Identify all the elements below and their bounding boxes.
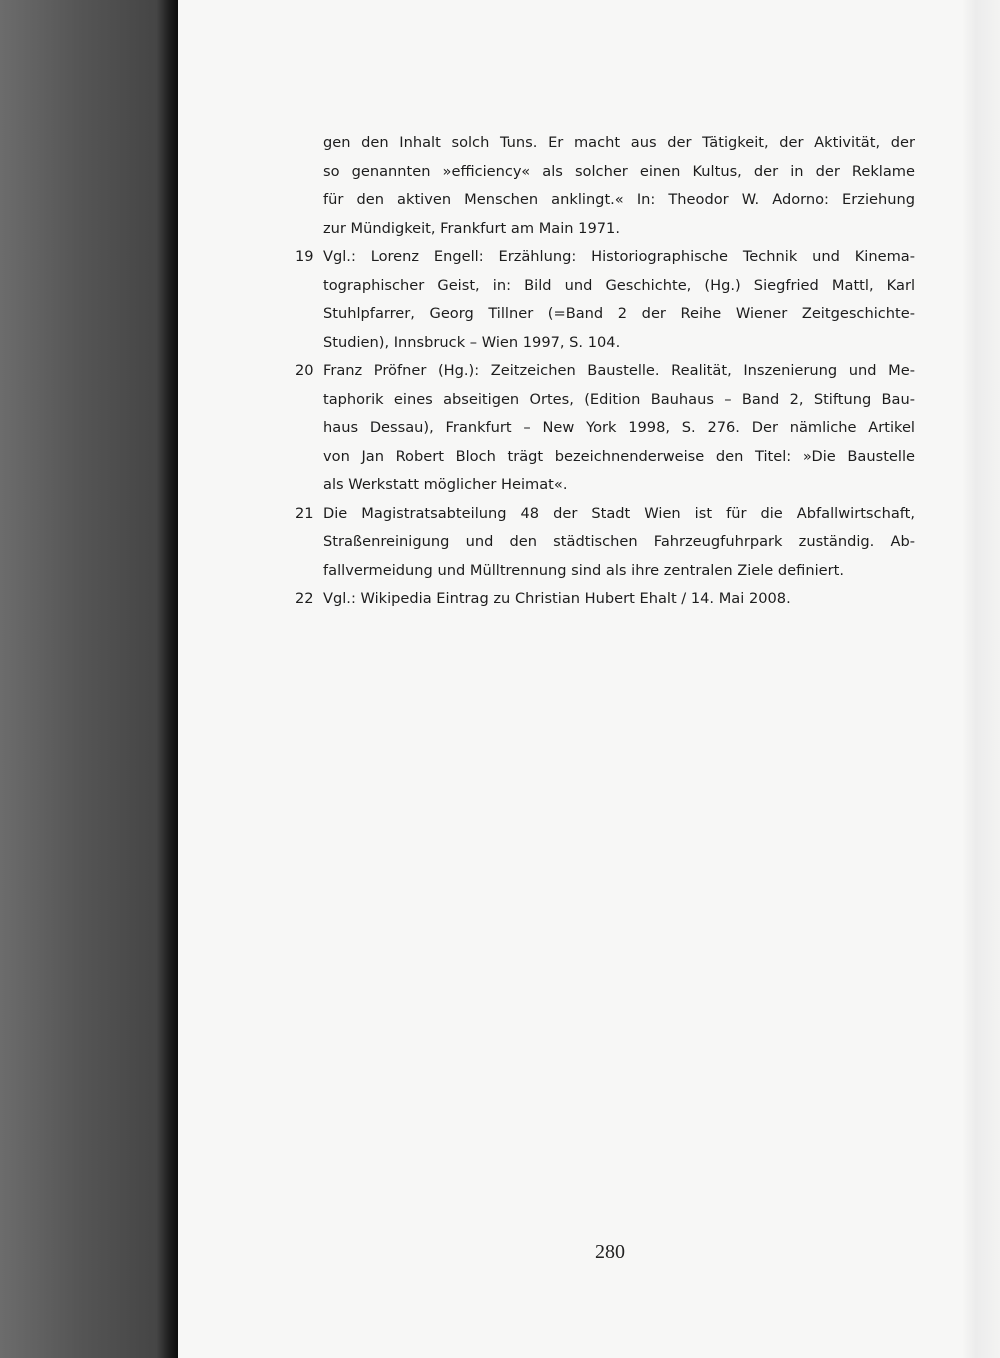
footnote-line: zur Mündigkeit, Frankfurt am Main 1971. [323,219,620,237]
footnote-line: so genannten »efficiency« als solcher einen Kultus, der in der Reklame [323,162,915,180]
footnote-line: Stuhlpfarrer, Georg Tillner (=Band 2 der Reihe Wiener Zeitgeschichte- [323,305,915,322]
footnote-line: für den aktiven Menschen anklingt.« In: Theodor W. Adorno: Erziehung [323,191,915,208]
footnote-line: Vgl.: Lorenz Engell: Erzählung: Historiographische Technik und Kinema- [323,248,915,265]
footnote-number: 19 [295,248,314,265]
footnote-line: als Werkstatt möglicher Heimat«. [323,476,568,493]
footnote-line: Die Magistratsabteilung 48 der Stadt Wien ist für die Abfallwirtschaft, [323,504,915,522]
footnote-number: 22 [295,590,314,607]
footnote-line: gen den Inhalt solch Tuns. Er macht aus der Tätigkeit, der Aktivität, der [323,134,915,151]
footnote-number: 21 [295,504,314,522]
page-number: 280 [595,1241,625,1263]
scan-page-edge [963,0,1000,1358]
footnote-line: taphorik eines abseitigen Ortes, (Edition Bauhaus – Band 2, Stiftung Bau- [323,390,915,408]
footnote-line: Studien), Innsbruck – Wien 1997, S. 104. [323,333,621,351]
footnote-22 [295,585,915,614]
footnote-line: tographischer Geist, in: Bild und Geschichte, (Hg.) Siegfried Mattl, Karl [323,276,915,294]
scan-binding-shadow [0,0,178,1358]
footnote-number: 20 [295,362,314,379]
footnote-line: fallvermeidung und Mülltrennung sind als ihre zentralen Ziele definiert. [323,561,844,579]
footnote-19 [295,243,915,357]
footnote-line: haus Dessau), Frankfurt – New York 1998, S. 276. Der nämliche Artikel [323,419,915,436]
footnote-18-continuation [295,129,915,243]
footnote-line: von Jan Robert Bloch trägt bezeichnenderweise den Titel: »Die Baustelle [323,447,915,465]
footnotes-block [295,129,915,614]
footnote-21 [295,500,915,586]
footnote-line: Vgl.: Wikipedia Eintrag zu Christian Hubert Ehalt / 14. Mai 2008. [323,590,791,607]
footnote-line: Franz Pröfner (Hg.): Zeitzeichen Baustelle. Realität, Inszenierung und Me- [323,362,915,379]
footnote-20 [295,357,915,500]
footnote-line: Straßenreinigung und den städtischen Fahrzeugfuhrpark zuständig. Ab- [323,533,915,550]
